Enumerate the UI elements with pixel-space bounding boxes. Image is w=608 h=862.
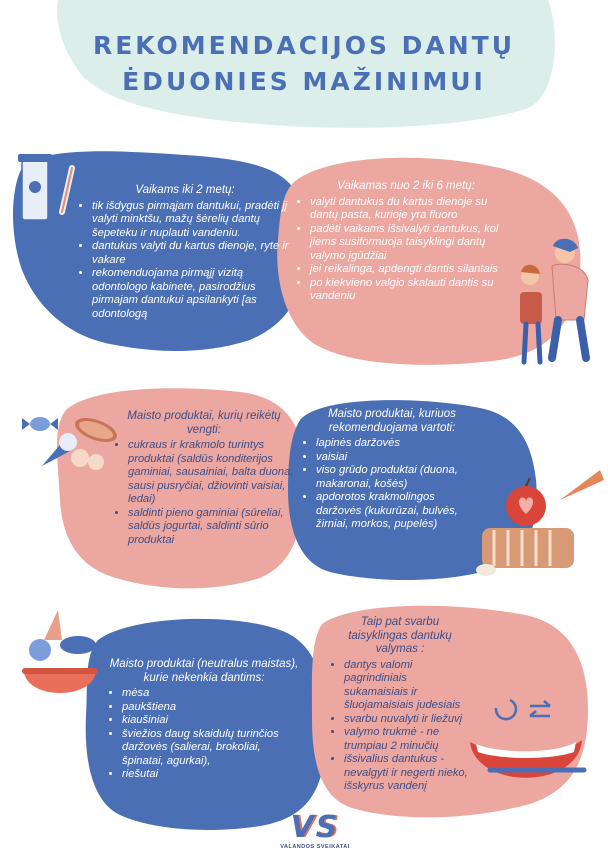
logo-subtitle: VALANDOS SVEIKATAI: [280, 844, 350, 850]
under2-list: [78, 200, 292, 322]
list-item: • cukraus ir krakmolo turintys produktai (saldūs konditerijos gaminiai, sausainiai, balta duona, sausi pusryčiai, džiovinti vaisiai, ledai): [128, 439, 294, 507]
list-item: • viso grūdo produktai (duona, makaronai, košės): [316, 464, 482, 491]
brushing-heading: Taip pat svarbu taisyklingas dantukų valymas :: [348, 616, 452, 655]
list-item: • rekomenduojama pirmąjį vizitą odontologo kabinete, pasirodžius pirmajam dantukui apsilankyti [as odontologą: [92, 267, 292, 321]
food-bowl-icon: [22, 610, 98, 693]
list-item: • saldinti pieno gaminiai (sūreliai, saldūs jogurtai, saldinti sūrio produktai: [128, 507, 294, 548]
page-title: [0, 28, 608, 100]
recommended-list: [302, 437, 482, 532]
under2-heading: Vaikams iki 2 metų:: [135, 184, 235, 196]
list-item: • kiaušiniai: [122, 714, 300, 728]
title-line-1: REKOMENDACIJOS DANTŲ: [92, 31, 516, 60]
list-item: • vaisiai: [316, 451, 482, 465]
avoid-list: [114, 439, 294, 547]
bread-loaf-icon: [476, 528, 574, 576]
list-item: • dantys valomi pagrindiniais sukamaisiais ir šluojamaisiais judesiais: [344, 659, 470, 713]
toothpaste-icon: [18, 154, 52, 220]
list-item: • mėsa: [122, 687, 300, 701]
neutral-list: [108, 687, 300, 782]
list-item: • dantukus valyti du kartus dienoje, ryte ir vakare: [92, 240, 292, 267]
2to6-section: [296, 180, 516, 304]
neutral-section: [108, 658, 300, 782]
recommended-section: [302, 408, 482, 532]
list-item: • svarbu nuvalyti ir liežuvį: [344, 713, 470, 727]
recommended-heading: Maisto produktai, kuriuos rekomenduojama vartoti:: [328, 408, 456, 434]
list-item: • riešutai: [122, 768, 300, 782]
list-item: • tik išdygus pirmąjam dantukui, pradėti jį valyti minktšu, mažų šėrelių dantų šepeteku ir nuplauti vandeniu.: [92, 200, 292, 241]
carrot-icon: [560, 470, 604, 500]
neutral-heading: Maisto produktai (neutralus maistas), kurie nekenkia dantims:: [109, 658, 299, 684]
avoid-section: [114, 410, 294, 547]
brushing-list: [330, 659, 470, 794]
title-line-2: ĖDUONIES MAŽINIMUI: [122, 67, 486, 96]
2to6-list: [296, 196, 516, 304]
list-item: • išsivalius dantukus - nevalgyti ir negerti nieko, išskyrus vandenį: [344, 753, 470, 794]
logo-mark: VS: [290, 810, 340, 845]
brushing-section: [330, 616, 470, 794]
logo: [270, 812, 360, 851]
list-item: • paukštiena: [122, 701, 300, 715]
list-item: • po kiekvieno valgio skalauti dantis su vandeniu: [310, 277, 516, 304]
avoid-heading: Maisto produktai, kurių reikėtų vengti:: [127, 410, 281, 436]
list-item: • valymo trukmė - ne trumpiau 2 minučių: [344, 726, 470, 753]
under2-section: [78, 184, 292, 321]
2to6-heading: Vaikamas nuo 2 iki 6 metų:: [337, 180, 475, 192]
list-item: • šviežios daug skaidulų turinčios daržovės (salierai, brokoliai, špinatai, agurkai),: [122, 728, 300, 769]
candy-icon: [22, 417, 58, 431]
list-item: • apdorotos krakmolingos daržovės (kukurūzai, bulvės, žirniai, morkos, pupelės): [316, 491, 482, 532]
list-item: • lapinės daržovės: [316, 437, 482, 451]
list-item: • valyti dantukus du kartus dienoje su dantų pasta, kurioje yra fluoro: [310, 196, 516, 223]
list-item: • jei reikalinga, apdengti dantis silantais: [310, 263, 516, 277]
list-item: • padėti vaikams išsivalyti dantukus, kol jiems susiformuoja taisyklingi dantų valymo įgūdžiai: [310, 223, 516, 264]
